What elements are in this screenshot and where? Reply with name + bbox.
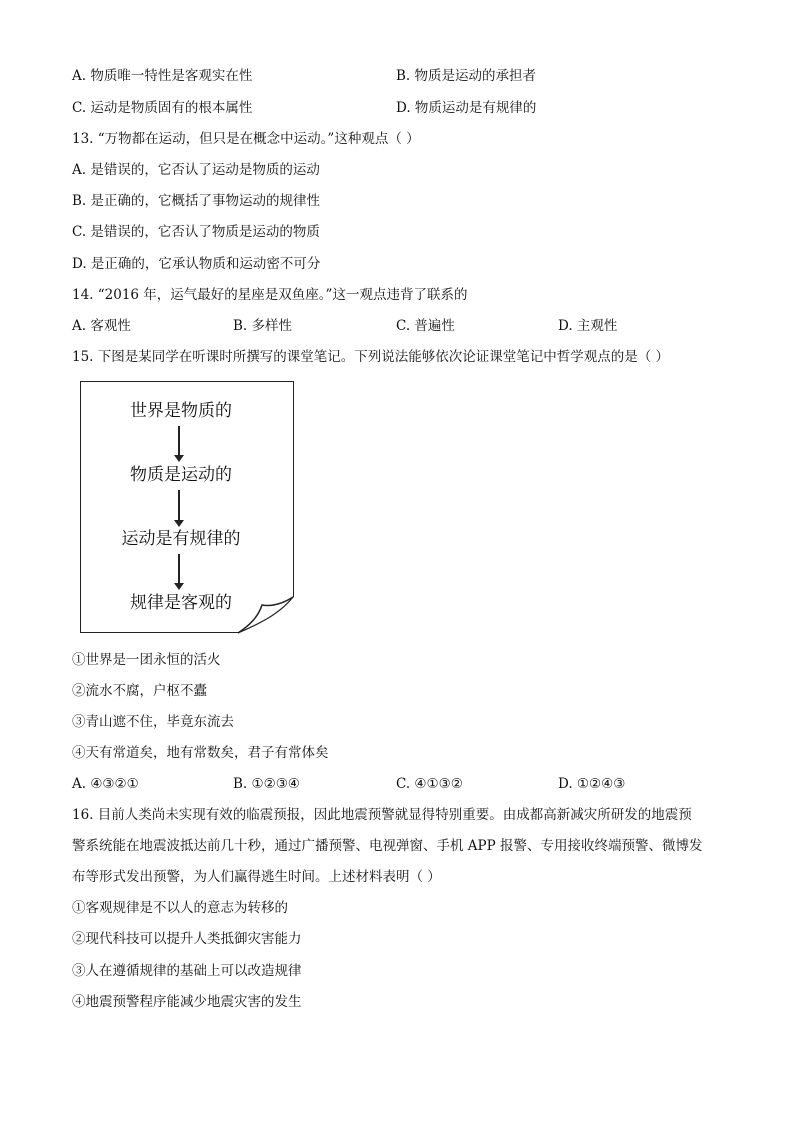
q14-option-b: B. 多样性 bbox=[233, 318, 293, 334]
q15-option-d: D. ①②④③ bbox=[558, 776, 626, 792]
q14-option-a: A. 客观性 bbox=[72, 318, 131, 334]
q15-item-3: ③青山遮不住，毕竟东流去 bbox=[72, 714, 234, 730]
q14-option-c: C. 普遍性 bbox=[396, 318, 455, 334]
q12-option-c: C. 运动是物质固有的根本属性 bbox=[72, 100, 253, 116]
q16-stem-line-3: 布等形式发出预警，为人们赢得逃生时间。上述材料表明（ ） bbox=[72, 869, 441, 885]
q15-option-a: A. ④③②① bbox=[72, 776, 139, 792]
q16-item-2: ②现代科技可以提升人类抵御灾害能力 bbox=[72, 931, 302, 947]
q13-option-c: C. 是错误的，它否认了物质是运动的物质 bbox=[72, 224, 320, 240]
q16-stem-line-2: 警系统能在地震波抵达前几十秒，通过广播预警、电视弹窗、手机 APP 报警、专用接收终端预警、微博发 bbox=[72, 838, 703, 854]
q15-option-c: C. ④①③② bbox=[396, 776, 463, 792]
q15-item-2: ②流水不腐，户枢不蠹 bbox=[72, 683, 207, 699]
q15-option-b: B. ①②③④ bbox=[233, 776, 300, 792]
q16-stem-line-1: 16. 目前人类尚未实现有效的临震预报，因此地震预警就显得特别重要。由成都高新减灾所研发的地震预 bbox=[72, 807, 692, 823]
note-step-4: 规律是客观的 bbox=[130, 593, 232, 613]
q15-stem: 15. 下图是某同学在听课时所撰写的课堂笔记。下列说法能够依次论证课堂笔记中哲学观点的是（ ） bbox=[72, 349, 670, 365]
q14-option-d: D. 主观性 bbox=[558, 318, 618, 334]
page-curl-icon bbox=[236, 595, 296, 635]
q13-option-a: A. 是错误的，它否认了运动是物质的运动 bbox=[72, 162, 320, 178]
note-arrow-3 bbox=[178, 554, 180, 584]
note-step-1: 世界是物质的 bbox=[130, 401, 232, 421]
q15-item-1: ①世界是一团永恒的活火 bbox=[72, 652, 221, 668]
q13-option-d: D. 是正确的，它承认物质和运动密不可分 bbox=[72, 256, 321, 272]
q16-item-4: ④地震预警程序能减少地震灾害的发生 bbox=[72, 994, 302, 1010]
q15-item-4: ④天有常道矣，地有常数矣，君子有常体矣 bbox=[72, 745, 329, 761]
note-arrow-1 bbox=[178, 426, 180, 456]
q13-stem: 13. “万物都在运动，但只是在概念中运动。”这种观点（ ） bbox=[72, 131, 420, 147]
q12-option-a: A. 物质唯一特性是客观实在性 bbox=[72, 68, 253, 84]
note-step-3: 运动是有规律的 bbox=[121, 529, 241, 549]
q13-option-b: B. 是正确的，它概括了事物运动的规律性 bbox=[72, 193, 321, 209]
q16-item-3: ③人在遵循规律的基础上可以改造规律 bbox=[72, 963, 302, 979]
q12-option-b: B. 物质是运动的承担者 bbox=[396, 68, 537, 84]
note-arrow-2 bbox=[178, 490, 180, 521]
q12-option-d: D. 物质运动是有规律的 bbox=[396, 100, 537, 116]
note-step-2: 物质是运动的 bbox=[130, 465, 232, 485]
q16-item-1: ①客观规律是不以人的意志为转移的 bbox=[72, 900, 288, 916]
q14-stem: 14. “2016 年，运气最好的星座是双鱼座。”这一观点违背了联系的 bbox=[72, 287, 468, 303]
